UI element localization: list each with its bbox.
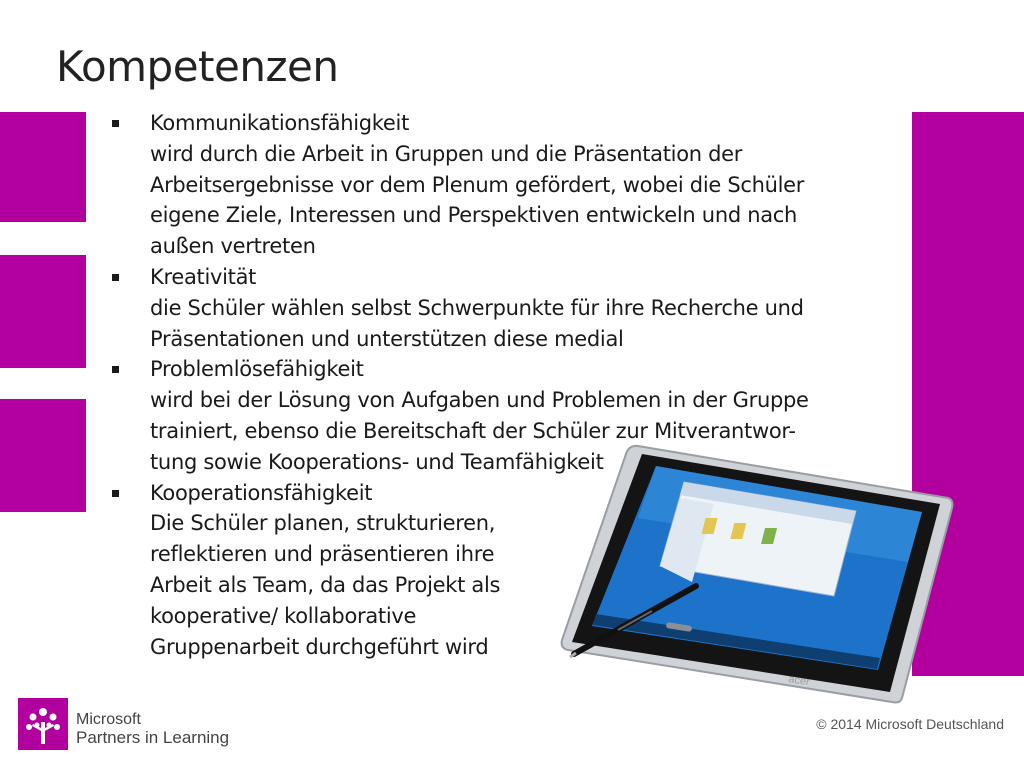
tablet-with-stylus-icon xyxy=(562,446,953,703)
logo-line-1: Microsoft xyxy=(76,711,141,728)
accent-bar-left-1 xyxy=(0,112,86,222)
list-item-heading: Problemlösefähigkeit xyxy=(150,357,364,382)
partners-in-learning-logo xyxy=(18,698,230,754)
list-item-text: wird bei der Lösung von Aufgaben und Problemen in der Gruppe trainiert, ebenso die Bereitschaft der Schüler zur Mitverantwor- tung sowie Kooperations- und Teamfähigkeit xyxy=(150,388,809,474)
slide-title: Kompetenzen xyxy=(56,42,339,91)
list-item xyxy=(112,262,892,354)
tablet-image xyxy=(556,436,956,706)
bullet-square-icon xyxy=(112,274,119,281)
tree-icon xyxy=(18,698,68,750)
list-item-text: die Schüler wählen selbst Schwerpunkte für ihre Recherche und Präsentationen und unterstützen diese medial xyxy=(150,295,804,351)
svg-text:acer: acer xyxy=(787,673,811,689)
list-item-heading: Kommunikationsfähigkeit xyxy=(150,111,410,135)
bullet-square-icon xyxy=(112,490,119,497)
copyright-notice: © 2014 Microsoft Deutschland xyxy=(816,716,1004,732)
logo-line-2: Partners in Learning xyxy=(76,728,230,747)
list-item-text: Die Schüler planen, strukturieren, reflektieren und präsentieren ihre Arbeit als Team, da das Projekt als kooperative/ kollaborative Gruppenarbeit durchgeführt wird xyxy=(150,511,501,659)
list-item xyxy=(112,108,892,262)
logo-tile xyxy=(18,698,68,750)
list-item-text: wird durch die Arbeit in Gruppen und die Präsentation der Arbeitsergebnisse vor dem Plenum gefördert, wobei die Schüler eigene Ziele, Interessen und Perspektiven entwickeln und nach außen vertreten xyxy=(150,141,805,259)
list-item-heading: Kooperationsfähigkeit xyxy=(150,480,373,505)
logo-wordmark xyxy=(76,711,229,747)
list-item-heading: Kreativität xyxy=(150,264,257,289)
bullet-square-icon xyxy=(112,120,119,127)
accent-bar-left-3 xyxy=(0,399,86,512)
bullet-square-icon xyxy=(112,366,119,373)
accent-bar-left-2 xyxy=(0,255,86,368)
